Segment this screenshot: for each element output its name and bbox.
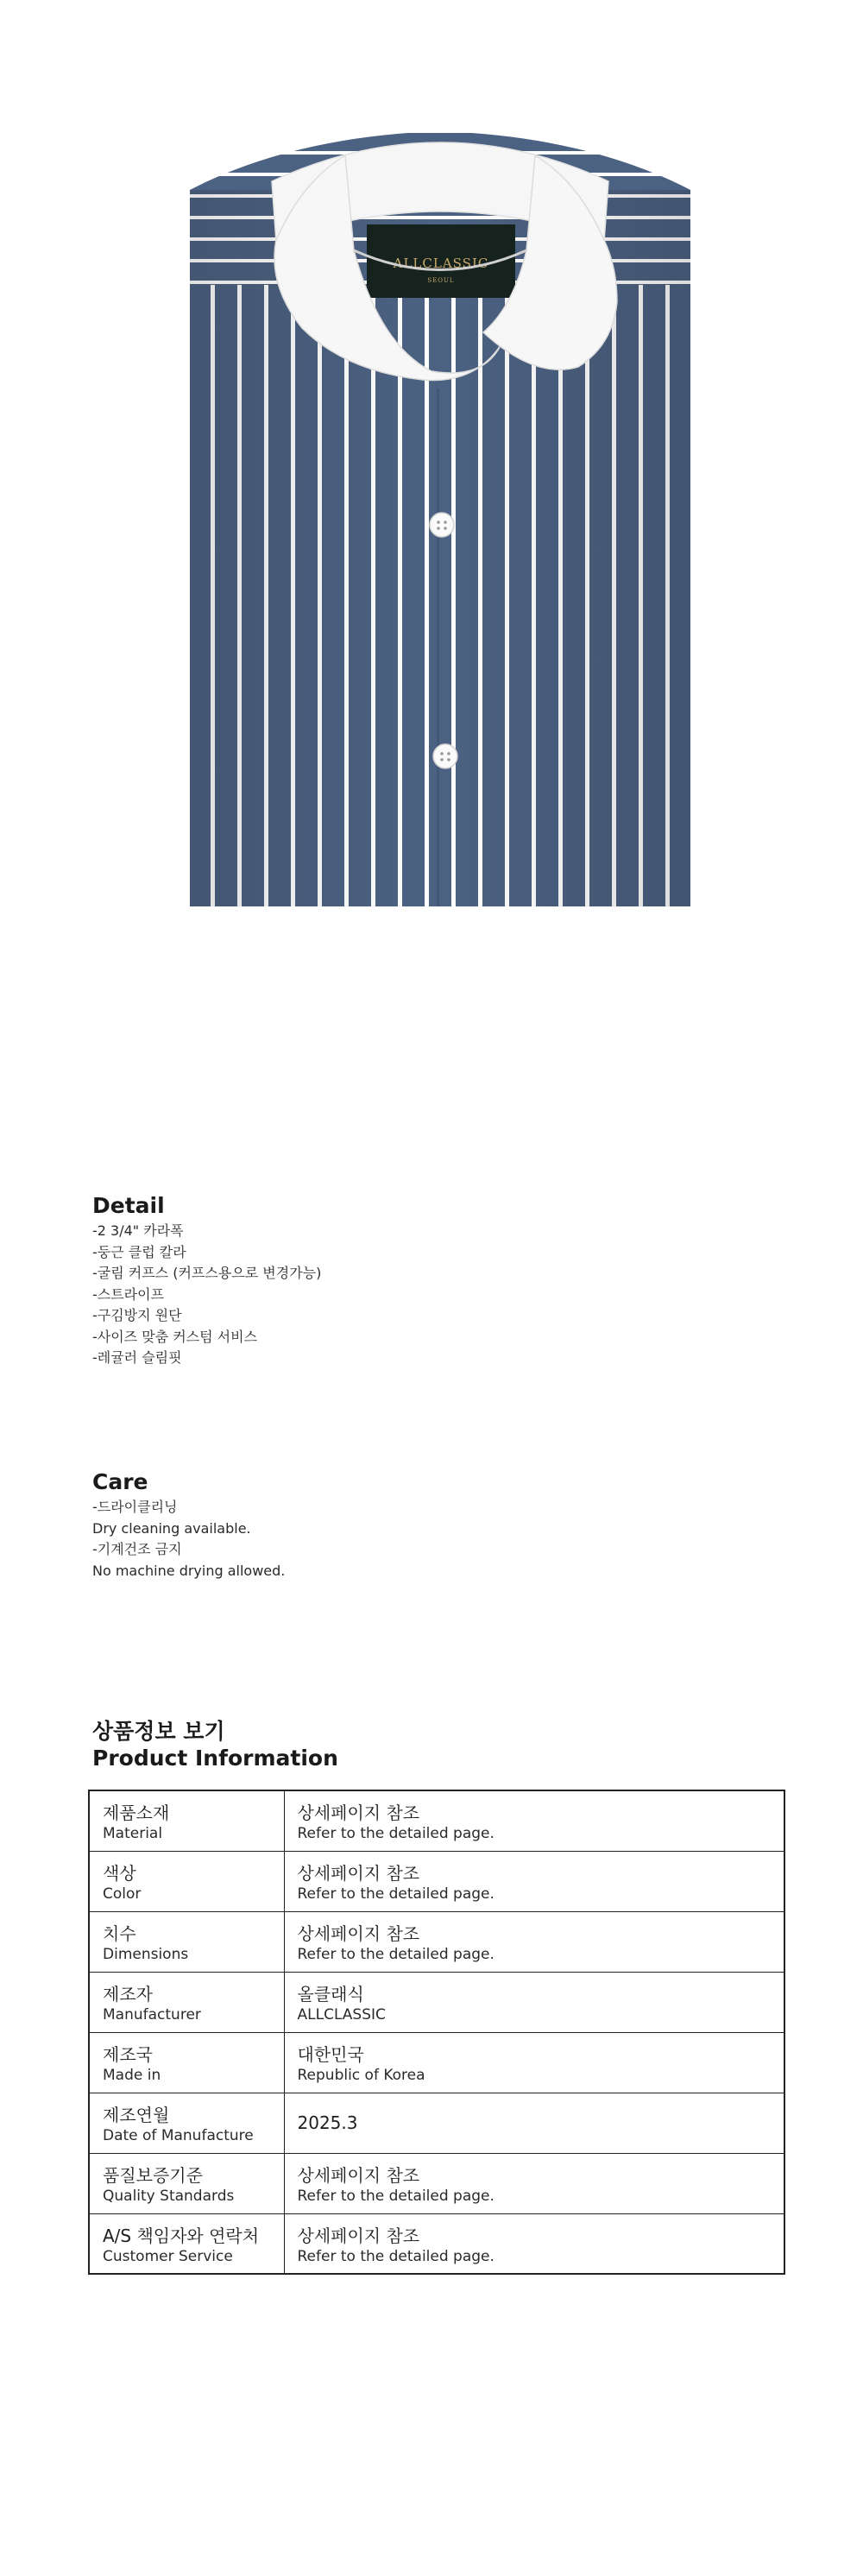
table-row: [89, 1972, 784, 2032]
label-ko: 제조국: [103, 2043, 153, 2065]
brand-label-subtext: SEOUL: [427, 277, 455, 284]
value-ko: 상세페이지 참조: [297, 2225, 420, 2246]
table-row: [89, 2213, 784, 2274]
row-value: [284, 2032, 784, 2093]
brand-label-text: ALLCLASSIC: [393, 256, 489, 271]
product-info-title-en: Product Information: [92, 1746, 338, 1771]
value-ko: 상세페이지 참조: [297, 1862, 420, 1884]
row-value: [284, 2213, 784, 2274]
row-label: [89, 1851, 284, 1911]
value-ko: 상세페이지 참조: [297, 1803, 420, 1823]
row-label: [89, 2213, 284, 2274]
product-photo: [173, 121, 708, 915]
label-ko: 색상: [103, 1862, 136, 1884]
table-row: [89, 1790, 784, 1851]
detail-line: -굴림 커프스 (커프스용으로 변경가능): [92, 1265, 322, 1281]
detail-title: Detail: [92, 1193, 165, 1218]
value-en: Refer to the detailed page.: [297, 2187, 494, 2205]
care-title: Care: [92, 1469, 148, 1494]
detail-line: -2 3/4" 카라폭: [92, 1222, 184, 1239]
label-en: Date of Manufacture: [103, 2126, 254, 2144]
value-ko: 2025.3: [297, 2112, 358, 2133]
detail-line: -스트라이프: [92, 1285, 165, 1303]
care-list: [92, 1497, 285, 1582]
product-info-title-ko: 상품정보 보기: [92, 1719, 225, 1744]
detail-line: -둥근 클럽 칼라: [92, 1243, 186, 1260]
row-value: [284, 1851, 784, 1911]
label-ko: 품질보증기준: [103, 2164, 203, 2186]
detail-line: -레귤러 슬림핏: [92, 1349, 182, 1366]
value-ko: 상세페이지 참조: [297, 2164, 420, 2186]
detail-list: [92, 1221, 321, 1369]
care-line: No machine drying allowed.: [92, 1562, 286, 1579]
row-label: [89, 1972, 284, 2032]
row-value: [284, 1790, 784, 1851]
care-line: -기계건조 금지: [92, 1541, 182, 1557]
row-value: [284, 2153, 784, 2213]
label-en: Material: [103, 1825, 163, 1842]
label-ko: 치수: [103, 1923, 136, 1944]
detail-line: -사이즈 맞춤 커스텀 서비스: [92, 1328, 258, 1345]
label-ko: 제품소재: [103, 1803, 170, 1823]
label-en: Customer Service: [103, 2247, 233, 2265]
care-section: [92, 1468, 285, 1582]
label-ko: 제조연월: [103, 2104, 170, 2125]
table-row: [89, 2032, 784, 2093]
value-en: Refer to the detailed page.: [297, 1885, 494, 1903]
value-ko: 올클래식: [297, 1983, 364, 2005]
label-en: Color: [103, 1885, 142, 1903]
value-en: ALLCLASSIC: [297, 2005, 386, 2024]
value-en: Refer to the detailed page.: [297, 1825, 494, 1842]
label-ko: A/S 책임자와 연락처: [103, 2225, 260, 2246]
value-en: Refer to the detailed page.: [297, 1945, 494, 1963]
label-ko: 제조자: [103, 1983, 153, 2005]
value-en: Refer to the detailed page.: [297, 2247, 494, 2265]
row-label: [89, 1790, 284, 1851]
table-row: [89, 2093, 784, 2153]
value-ko: 대한민국: [297, 2043, 364, 2065]
row-label: [89, 1911, 284, 1972]
row-value: [284, 2093, 784, 2153]
table-row: [89, 1911, 784, 1972]
table-row: [89, 1851, 784, 1911]
label-en: Manufacturer: [103, 2005, 201, 2024]
shirt-button: [430, 513, 454, 537]
value-en: Republic of Korea: [297, 2066, 425, 2084]
product-info-table: [88, 1790, 785, 2275]
row-value: [284, 1972, 784, 2032]
shirt-button: [433, 744, 457, 768]
row-value: [284, 1911, 784, 1972]
care-line: Dry cleaning available.: [92, 1519, 251, 1537]
care-line: -드라이클리닝: [92, 1499, 178, 1515]
row-label: [89, 2153, 284, 2213]
row-label: [89, 2032, 284, 2093]
label-en: Dimensions: [103, 1945, 189, 1963]
label-en: Quality Standards: [103, 2187, 235, 2205]
detail-section: [92, 1191, 321, 1369]
table-row: [89, 2153, 784, 2213]
label-en: Made in: [103, 2066, 161, 2084]
row-label: [89, 2093, 284, 2153]
detail-line: -구김방지 원단: [92, 1307, 182, 1323]
value-ko: 상세페이지 참조: [297, 1923, 420, 1944]
product-info-heading: [92, 1718, 338, 1771]
